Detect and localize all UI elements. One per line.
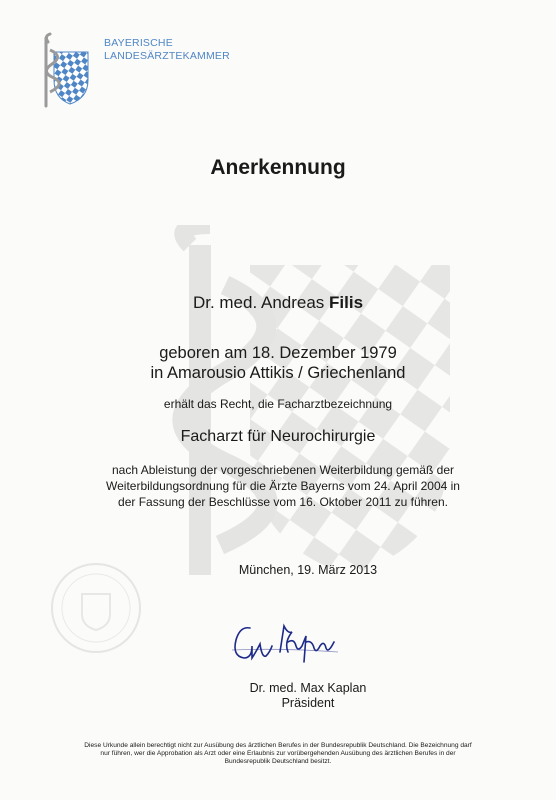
- chamber-name-line2: LANDESÄRZTEKAMMER: [104, 50, 230, 62]
- qualification-line-3: der Fassung der Beschlüsse vom 16. Oktober 2011 zu führen.: [118, 495, 448, 509]
- recipient-name-prefix: Dr. med. Andreas: [192, 293, 325, 312]
- birth-date: geboren am 18. Dezember 1979: [159, 344, 397, 362]
- signer-block: [30, 681, 556, 711]
- chamber-name-line1: BAYERISCHE: [104, 37, 173, 49]
- legal-footer: [44, 742, 512, 766]
- signer-name: Dr. med. Max Kaplan: [249, 681, 367, 695]
- footer-line-3: Bundesrepublik Deutschland besitzt.: [224, 758, 332, 765]
- right-statement: erhält das Recht, die Facharztbezeichnung: [163, 397, 393, 411]
- place-and-date: München, 19. März 2013: [238, 563, 378, 577]
- qualification-line-2: Weiterbildungsordnung für die Ärzte Bayerns vom 24. April 2004 in: [106, 479, 460, 493]
- qualification-line-1: nach Ableistung der vorgeschriebenen Weiterbildung gemäß der: [112, 463, 454, 477]
- footer-line-2: nur führen, wer die Approbation als Arzt oder eine Erlaubnis zur vorübergehenden Ausübung des ärztlichen Berufes in der: [100, 750, 456, 757]
- qualification-text: [78, 462, 488, 510]
- specialty-title: Facharzt für Neurochirurgie: [180, 428, 376, 445]
- chamber-logo-icon: [36, 30, 96, 110]
- chamber-name: [104, 37, 230, 63]
- certificate-title: Anerkennung: [210, 156, 346, 179]
- footer-line-1: Diese Urkunde allein berechtigt nicht zur Ausübung des ärztlichen Berufes in der Bundesrepublik Deutschland. Die Bezeichnung darf: [84, 742, 472, 749]
- birth-place: in Amarousio Attikis / Griechenland: [150, 364, 406, 382]
- signer-title: Präsident: [281, 696, 335, 710]
- signature-image: [222, 612, 342, 674]
- birth-info: [0, 343, 556, 383]
- recipient-name: [0, 293, 556, 313]
- recipient-surname: Filis: [329, 293, 364, 312]
